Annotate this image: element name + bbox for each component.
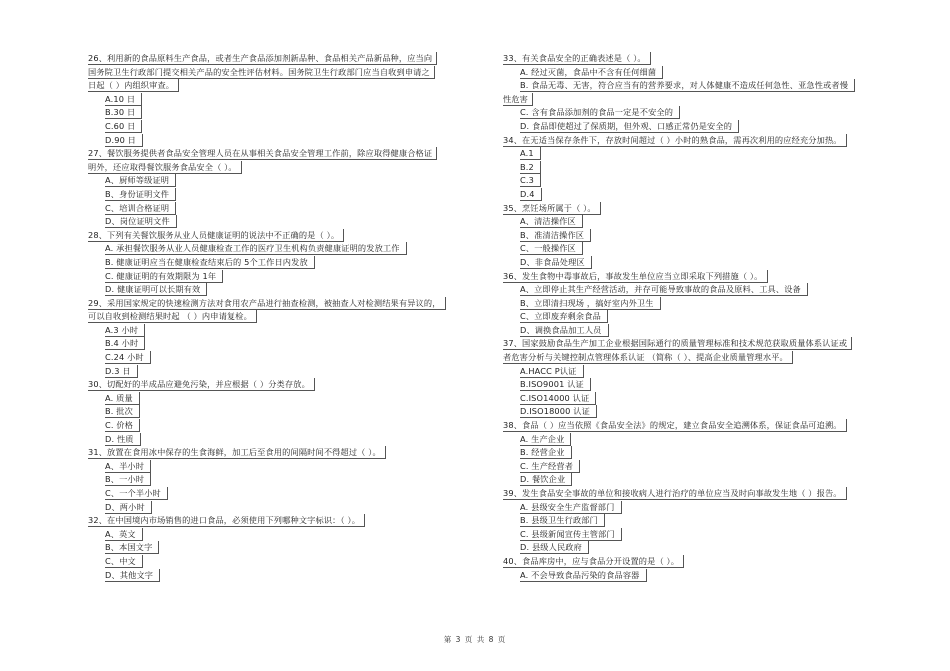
answer-option [503, 106, 903, 120]
answer-option [503, 79, 903, 93]
answer-option [503, 283, 903, 297]
right-column [503, 52, 903, 582]
answer-option [88, 419, 448, 433]
option-label: D.90 日 [105, 134, 143, 147]
option-label: B. 批次 [105, 405, 140, 418]
question-line: 31、放置在食用冰中保存的生食海鲜，加工后至食用的间隔时间不得超过（ ）。 [88, 446, 386, 459]
answer-option [88, 270, 448, 284]
question-line: 38、食品（ ）应当依照《食品安全法》的规定，建立食品安全追溯体系，保证食品可追溯。 [503, 419, 847, 432]
option-label: A.3 小时 [105, 324, 145, 337]
question-line: 32、在中国境内市场销售的进口食品，必须使用下列哪种文字标识：（ ）。 [88, 514, 365, 527]
option-label: D、非食品处理区 [520, 256, 592, 269]
option-label: D. 性质 [105, 433, 141, 446]
answer-option [88, 215, 448, 229]
option-label: D.4 [520, 188, 542, 201]
answer-option [88, 433, 448, 447]
answer-option [503, 541, 903, 555]
question-text [88, 79, 448, 93]
question-line: 日起（ ）内组织审查。 [88, 79, 179, 92]
option-label: C、一个半小时 [105, 487, 168, 500]
question-line: 39、发生食品安全事故的单位和接收病人进行治疗的单位应当及时向事故发生地（ ）报告。 [503, 487, 847, 500]
question-line: 37、国家鼓励食品生产加工企业根据国际通行的质量管理标准和技术规范获取质量体系认证或 [503, 337, 852, 350]
option-label: A. 承担餐饮服务从业人员健康检查工作的医疗卫生机构负责健康证明的发放工作 [105, 242, 407, 255]
option-label: D. 县级人民政府 [520, 541, 589, 554]
answer-option [503, 433, 903, 447]
answer-option [503, 242, 903, 256]
answer-option [88, 555, 448, 569]
answer-option [88, 569, 448, 583]
page-footer: 第 3 页 共 8 页 [443, 635, 507, 644]
answer-option [503, 147, 903, 161]
question-text [88, 229, 448, 243]
answer-option [503, 405, 903, 419]
answer-option [503, 514, 903, 528]
option-label: B、身份证明文件 [105, 188, 176, 201]
answer-option [503, 120, 903, 134]
answer-option [503, 378, 903, 392]
option-label: A、半小时 [105, 460, 151, 473]
question-line: 40、食品库房中，应与食品分开设置的是（ ）。 [503, 555, 684, 568]
option-label: A.HACC P认证 [520, 365, 584, 378]
answer-option [503, 66, 903, 80]
answer-option [88, 501, 448, 515]
question-line: 26、利用新的食品原料生产食品，或者生产食品添加剂新品种、食品相关产品新品种，应当向 [88, 52, 437, 65]
option-label: B. 健康证明应当在健康检查结束后的 5个工作日内发放 [105, 256, 315, 269]
question-text [503, 351, 903, 365]
answer-option [88, 93, 448, 107]
question-line: 28、下列有关餐饮服务从业人员健康证明的说法中不正确的是（ ）。 [88, 229, 344, 242]
question-text [503, 555, 903, 569]
question-text [503, 52, 903, 66]
question-text [88, 297, 448, 311]
option-label: D. 食品即使超过了保质期，但外观、口感正常仍是安全的 [520, 120, 739, 133]
option-label: A. 经过灭菌，食品中不含有任何细菌 [520, 66, 663, 79]
question-text [88, 378, 448, 392]
option-label: C. 县级新闻宣传主管部门 [520, 528, 622, 541]
answer-option [88, 202, 448, 216]
answer-option [503, 324, 903, 338]
answer-option [88, 365, 448, 379]
option-label: C.ISO14000 认证 [520, 392, 596, 405]
question-line: 性危害 [503, 93, 533, 106]
option-label: A、英文 [105, 528, 143, 541]
option-label: B. 县级卫生行政部门 [520, 514, 605, 527]
answer-option [88, 473, 448, 487]
option-label: B.4 小时 [105, 337, 145, 350]
option-label: C、培训合格证明 [105, 202, 176, 215]
option-label: A.10 日 [105, 93, 142, 106]
option-label: B、本国文字 [105, 541, 159, 554]
option-label: D、其他文字 [105, 569, 160, 582]
answer-option [88, 337, 448, 351]
option-label: C. 生产经营者 [520, 460, 580, 473]
answer-option [88, 351, 448, 365]
option-label: A、立即停止其生产经营活动，并存可能导致事故的食品及原料、工具、设备 [520, 283, 808, 296]
option-label: C.3 [520, 174, 541, 187]
question-text [503, 419, 903, 433]
question-text [88, 147, 448, 161]
answer-option [503, 392, 903, 406]
option-label: B. 经营企业 [520, 446, 572, 459]
question-line: 36、发生食物中毒事故后，事故发生单位应当立即采取下列措施（ ）。 [503, 270, 768, 283]
answer-option [503, 501, 903, 515]
question-line: 35、烹饪场所属于（ ）。 [503, 202, 601, 215]
question-text [503, 134, 903, 148]
option-label: D.ISO18000 认证 [520, 405, 597, 418]
question-text [503, 93, 903, 107]
option-label: C、一般操作区 [520, 242, 583, 255]
option-label: C、中文 [105, 555, 143, 568]
answer-option [88, 174, 448, 188]
option-label: B、立即清扫现场 ，搞好室内外卫生 [520, 297, 661, 310]
answer-option [503, 528, 903, 542]
option-label: A、厨师等级证明 [105, 174, 176, 187]
option-label: C. 价格 [105, 419, 140, 432]
answer-option [503, 161, 903, 175]
answer-option [88, 256, 448, 270]
option-label: D.3 日 [105, 365, 138, 378]
answer-option [88, 188, 448, 202]
option-label: D、调换食品加工人员 [520, 324, 609, 337]
answer-option [503, 460, 903, 474]
question-line: 者危害分析与关键控制点管理体系认证 （简称（ ）、提高企业质量管理水平。 [503, 351, 793, 364]
answer-option [503, 215, 903, 229]
answer-option [503, 365, 903, 379]
question-line: 国务院卫生行政部门提交相关产品的安全性评估材料。国务院卫生行政部门应当自收到申请之 [88, 66, 435, 79]
answer-option [503, 188, 903, 202]
question-line: 明外，还应取得餐饮服务食品安全（ ）。 [88, 161, 242, 174]
option-label: B、准清洁操作区 [520, 229, 591, 242]
option-label: A. 生产企业 [520, 433, 571, 446]
answer-option [503, 174, 903, 188]
answer-option [503, 473, 903, 487]
question-line: 可以自收到检测结果时起 （ ）内申请复检。 [88, 310, 257, 323]
option-label: D. 餐饮企业 [520, 473, 572, 486]
question-text [503, 270, 903, 284]
option-label: B、一小时 [105, 473, 151, 486]
option-label: C. 健康证明的有效期限为 1年 [105, 270, 223, 283]
option-label: B.2 [520, 161, 541, 174]
option-label: C.60 日 [105, 120, 142, 133]
answer-option [88, 242, 448, 256]
answer-option [503, 256, 903, 270]
answer-option [88, 460, 448, 474]
option-label: A. 质量 [105, 392, 140, 405]
option-label: A、清洁操作区 [520, 215, 583, 228]
question-text [503, 337, 903, 351]
question-text [88, 446, 448, 460]
question-line: 33、有关食品安全的正确表述是（ ）。 [503, 52, 651, 65]
option-label: A. 县级安全生产监督部门 [520, 501, 622, 514]
option-label: D、两小时 [105, 501, 152, 514]
question-text [503, 202, 903, 216]
answer-option [88, 324, 448, 338]
answer-option [503, 229, 903, 243]
option-label: A. 不会导致食品污染的食品容器 [520, 569, 647, 582]
answer-option [88, 405, 448, 419]
question-line: 29、采用国家规定的快速检测方法对食用农产品进行抽查检测，被抽查人对检测结果有异议的， [88, 297, 446, 310]
answer-option [88, 487, 448, 501]
option-label: C、立即废弃剩余食品 [520, 310, 608, 323]
option-label: D. 健康证明可以长期有效 [105, 283, 207, 296]
question-text [88, 514, 448, 528]
answer-option [88, 134, 448, 148]
answer-option [88, 541, 448, 555]
question-line: 34、在无适当保存条件下，存放时间超过（ ）小时的熟食品，需再次利用的应经充分加热。 [503, 134, 847, 147]
option-label: B.30 日 [105, 106, 142, 119]
question-text [88, 52, 448, 66]
option-label: C. 含有食品添加剂的食品一定是不安全的 [520, 106, 680, 119]
question-text [503, 487, 903, 501]
answer-option [503, 446, 903, 460]
answer-option [88, 528, 448, 542]
question-line: 30、切配好的半成品应避免污染，并应根据（ ）分类存放。 [88, 378, 315, 391]
option-label: D、岗位证明文件 [105, 215, 177, 228]
option-label: A.1 [520, 147, 541, 160]
question-line: 27、餐饮服务提供者食品安全管理人员在从事相关食品安全管理工作前，除应取得健康合格证 [88, 147, 437, 160]
answer-option [88, 392, 448, 406]
answer-option [503, 297, 903, 311]
option-label: B.ISO9001 认证 [520, 378, 591, 391]
question-text [88, 161, 448, 175]
question-text [88, 66, 448, 80]
question-text [88, 310, 448, 324]
answer-option [88, 283, 448, 297]
answer-option [88, 120, 448, 134]
answer-option [503, 310, 903, 324]
option-label: B. 食品无毒、无害，符合应当有的营养要求，对人体健康不造成任何急性、亚急性或者慢 [520, 79, 855, 92]
answer-option [503, 569, 903, 583]
answer-option [88, 106, 448, 120]
left-column [88, 52, 448, 582]
option-label: C.24 小时 [105, 351, 151, 364]
